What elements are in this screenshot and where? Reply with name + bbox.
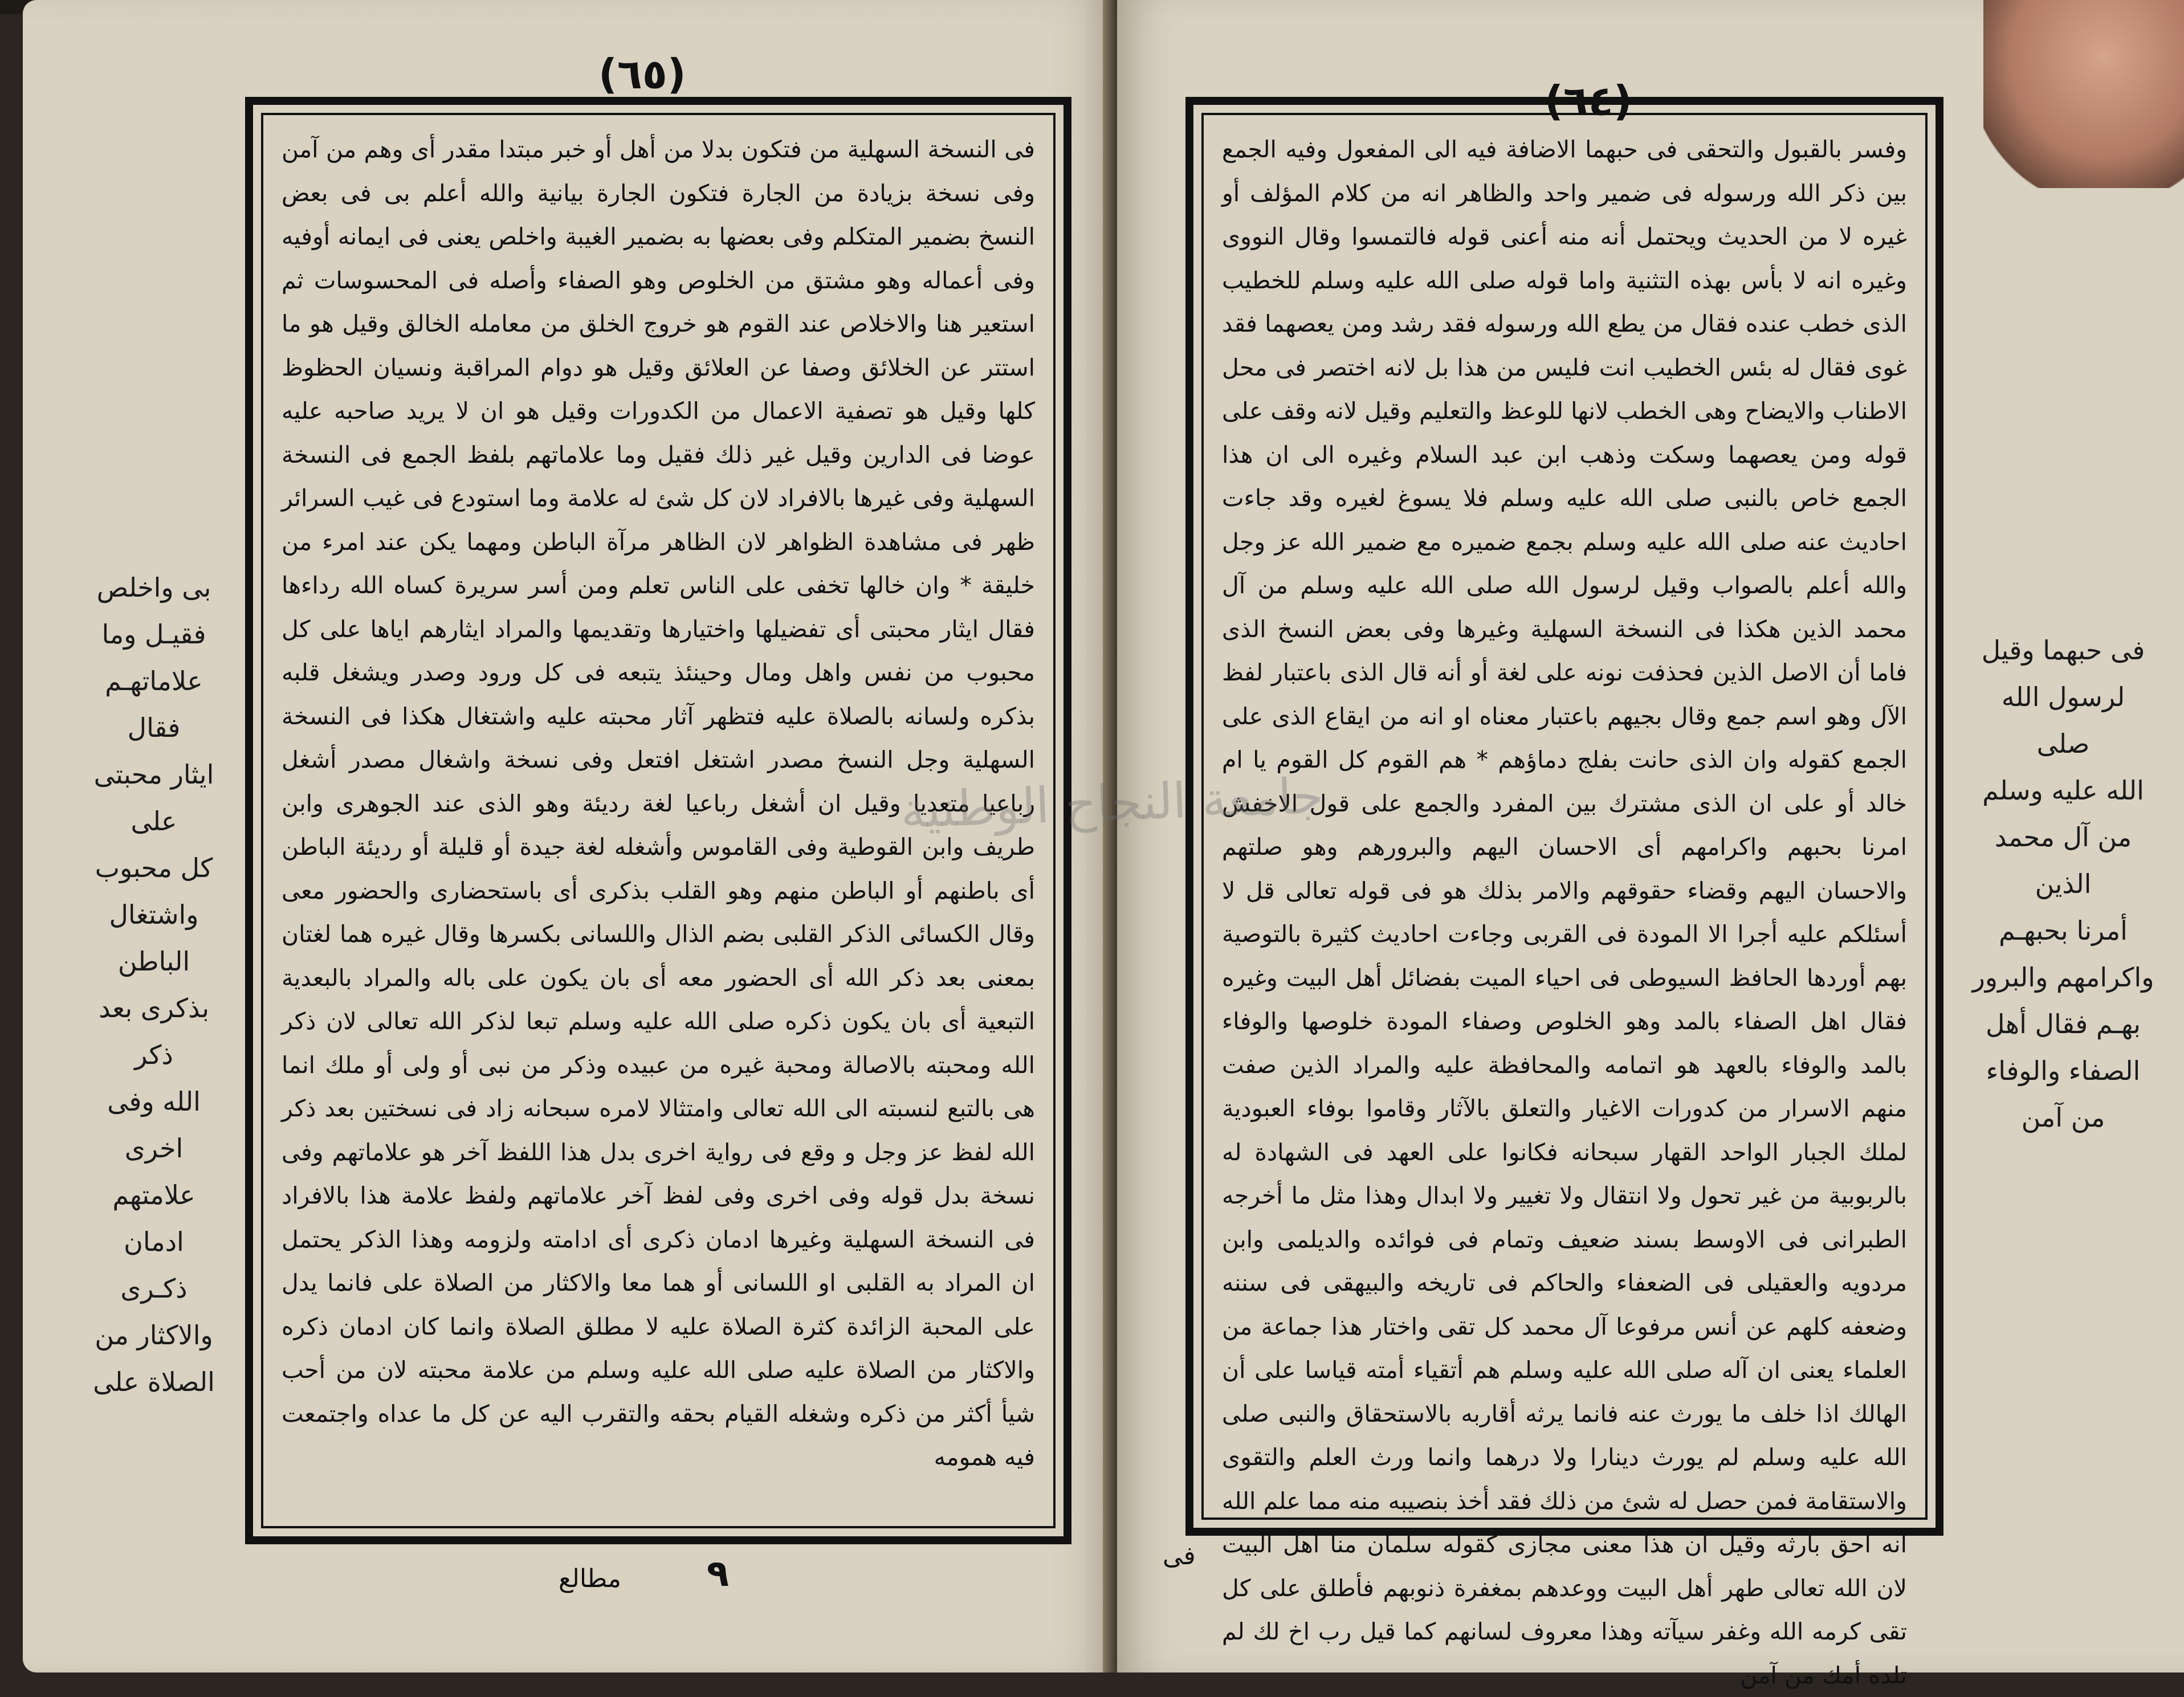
margin-line: علاماتهـم فقال	[105, 666, 203, 743]
margin-line: الله عليه وسلم	[1982, 775, 2144, 806]
margin-line: الصلاة على	[93, 1366, 215, 1397]
margin-line: بى واخلص	[96, 572, 211, 603]
right-margin-note	[1972, 627, 2154, 1141]
margin-line: فى حبهما وقيل	[1981, 635, 2145, 666]
margin-line: بذكرى بعد ذكر	[99, 993, 209, 1070]
margin-line: علامتهم ادمان	[112, 1180, 195, 1257]
left-paragraph: فى النسخة السهلية من فتكون بدلا من أهل أو خبر مبتدا مقدر أى وهم من آمن وفى نسخة بزيادة من الجارة فتكون الجارة بيانية والله أعلم بى فى بعض النسخ بضمير المتكلم وفى بعضها به بضمير الغيبة واخلص يعنى فى ايمانه أوفيه وفى أعماله وهو مشتق من الخلوص وهو الصفاء وأصله فى المحسوسات ثم استعير هنا والاخلاص عند القوم هو خروج الخلق من معامله الخالق وقيل هو ما استتر عن الخلائق وصفا عن العلائق وقيل هو دوام المراقبة ونسيان الحظوظ كلها وقيل هو تصفية الاعمال من الكدورات وقيل هو ان لا يريد صاحبه عليه عوضا فى الدارين وقيل غير ذلك فقيل وما علاماتهم بلفظ الجمع فى النسخة السهلية وفى غيرها بالافراد لان كل شئ له علامة وما استودع فى غيب السرائر ظهر فى مشاهدة الظواهر لان الظاهر مرآة الباطن ومهما يكن عند امرء من خليقة * وان خالها تخفى على الناس تعلم ومن أسر سريرة كساه الله رداءها فقال ايثار محبتى أى تفضيلها واختيارها وتقديمها والمراد ايثارهم اياها على كل محبوب من نفس واهل ومال وحينئذ يتبعه فى كل ورود وصدر ويشغل قلبه بذكره ولسانه بالصلاة عليه فتظهر آثار محبته عليه واشتغال هكذا فى النسخة السهلية وجل النسخ مصدر اشتغل افتعل وفى نسخة واشغال مصدر أشغل رباعيا متعديا وقيل ان أشغل رباعيا لغة رديئة وهو الذى عند الجوهرى وابن طريف وابن القوطية وفى القاموس وأشغله لغة جيدة أو قليلة أو رديئة الباطن أى باطنهم أو الباطن منهم وهو القلب بذكرى أى باستحضارى والحضور معى وقال الكسائى الذكر القلبى بضم الذال واللسانى بكسرها وقال غيره هما لغتان بمعنى بعد ذكر الله أى الحضور معه أى بان يكون على باله والمراد بالبعدية التبعية أى بان يكون ذكره صلى الله عليه وسلم تبعا لذكر الله تعالى لان ذكر الله ومحبته بالاصالة ومحبة غيره من عبيده وذكر من نبى أو ولى أو ملك انما هى بالتبع لنسبته الى الله تعالى وامتثالا لامره سبحانه زاد فى نسختين بعد ذكر الله لفظ عز وجل و وقع فى رواية اخرى بدل هذا اللفظ آخر هو علاماتهم وفى نسخة بدل قوله وفى اخرى وفى لفظ آخر علاماتهم ولفظ علامة هذا بالافراد فى النسخة السهلية وغيرها ادمان ذكرى أى ادامته ولزومه وهذا الذكر يحتمل ان المراد به القلبى او اللسانى أو هما معا والاكثار من الصلاة على فانما يدل على المحبة الزائدة كثرة الصلاة عليه لا مطلق الصلاة وانما كان ادمان ذكره والاكثار من الصلاة عليه صلى الله عليه وسلم من علامة محبته لان من أحب شيأ أكثر من ذكره وشغله القيام بحقه والتقرب اليه عن كل ما عداه واجتمعت فيه همومه	[282, 136, 1035, 1471]
margin-line: الله وفى اخرى	[107, 1086, 201, 1164]
margin-line: كل محبوب	[95, 852, 213, 883]
right-page	[1117, 0, 2184, 1689]
library-watermark: جامعة النجاح الوطنية	[899, 768, 1325, 839]
margin-line: واكرامهم والبرور	[1972, 962, 2154, 993]
thumb-holding-page	[1983, 0, 2184, 188]
margin-line: ذكـرى	[120, 1273, 188, 1304]
left-signature-number: ٩	[707, 1553, 730, 1595]
margin-line: من آل محمد الذين	[1994, 822, 2132, 899]
right-paragraph: وفسر بالقبول والتحقى فى حبهما الاضافة فيه الى المفعول وفيه الجمع بين ذكر الله ورسوله فى ضمير واحد والظاهر انه من كلام المؤلف أو غيره لا من الحديث ويحتمل أنه منه أعنى قوله فالتمسوا وقال النووى وغيره انه لا بأس بهذه التثنية واما قوله صلى الله عليه وسلم للخطيب الذى خطب عنده فقال من يطع الله ورسوله فقد رشد ومن يعصهما فقد غوى فقال له بئس الخطيب انت فليس من هذا بل لانه اختصر فى محل الاطناب والايضاح وهى الخطب لانها للوعظ والتعليم وقيل لانه وقف على قوله ومن يعصهما وسكت وذهب ابن عبد السلام وغيره الى ان هذا الجمع خاص بالنبى صلى الله عليه وسلم فلا يسوغ لغيره وقد جاءت احاديث عنه صلى الله عليه وسلم بجمع ضميره مع ضمير الله عز وجل والله أعلم بالصواب وقيل لرسول الله صلى الله عليه وسلم من آل محمد الذين هكذا فى النسخة السهلية وغيرها وفى بعض النسخ الذى فاما أن الاصل الذين فحذفت نونه على لغة أو أنه قال الذى باعتبار لفظ الآل وهو اسم جمع وقال بجيهم باعتبار معناه او انه من ايقاع الذى على الجمع كقوله وان الذى حانت بفلج دماؤهم * هم القوم كل القوم يا ام خالد أو على ان الذى مشترك بين المفرد والجمع على قول الاخفش امرنا بحبهم واكرامهم أى الاحسان اليهم والبرورهم وهو صلتهم والاحسان اليهم وقضاء حقوقهم والامر بذلك هو فى قوله تعالى قل لا أسئلكم عليه أجرا الا المودة فى القربى وجاءت احاديث كثيرة بالتوصية بهم أوردها الحافظ السيوطى فى احياء الميت بفضائل أهل البيت وغيره فقال اهل الصفاء بالمد وهو الخلوص وصفاء المودة خلوصها والوفاء بالمد والوفاء بالعهد هو اتمامه والمحافظة عليه والمراد الذين صفت منهم الاسرار من كدورات الاغيار والتعلق بالآثار وقاموا بوفاء العبودية لملك الجبار الواحد القهار سبحانه فكانوا على العهد فى الشهادة له بالربوبية من غير تحول ولا انتقال ولا تغيير ولا ابدال وهذا مثل ما أخرجه الطبرانى فى الاوسط بسند ضعيف وتمام فى فوائده والديلمى وابن مردويه والعقيلى فى الضعفاء والحاكم فى تاريخه والبيهقى فى سننه وضعفه كلهم عن أنس مرفوعا آل محمد كل تقى واختار هذا جماعة من العلماء يعنى ان آله صلى الله عليه وسلم هم أتقياء أمته قياسا على أن الهالك اذا خلف ما يورث عنه فانما يرثه أقاربه بالاستحقاق والنبى صلى الله عليه وسلم لم يورث دينارا ولا درهما وانما ورث العلم والتقوى والاستقامة فمن حصل له شئ من ذلك فقد أخذ بنصيبه منه مما علم الله أنه أحق بارثه وقيل ان هذا معنى مجازى كقوله سلمان منا أهل البيت لان الله تعالى طهر أهل البيت ووعدهم بمغفرة ذنوبهم فأطلق على كل تقى كرمه الله وغفر سيآته وهذا معروف لسانهم كما قيل رب اخ لك لم تلده أمك من آمن	[1222, 136, 1907, 1689]
margin-line: واشتغال الباطن	[109, 899, 199, 977]
left-page-number: (٦٥)	[598, 50, 686, 98]
margin-line: الصفاء والوفاء	[1986, 1055, 2141, 1086]
margin-line: من آمن	[2021, 1102, 2105, 1133]
margin-line: فقيـل وما	[101, 619, 206, 650]
margin-line: أمرنا بحبهـم	[1999, 915, 2128, 946]
margin-line: ايثار محبتى على	[93, 759, 214, 837]
margin-line: لرسول الله صلى	[2001, 682, 2125, 759]
right-page-number: (٦٤)	[1545, 77, 1632, 125]
margin-line: والاكثار من	[95, 1320, 213, 1351]
left-signature-label: مطالع	[559, 1564, 621, 1593]
margin-line: بهـم فقال أهل	[1986, 1009, 2141, 1039]
left-margin-note	[80, 564, 228, 1405]
right-footer-word: فى	[1163, 1541, 1196, 1570]
right-body-text	[1222, 128, 1907, 1689]
